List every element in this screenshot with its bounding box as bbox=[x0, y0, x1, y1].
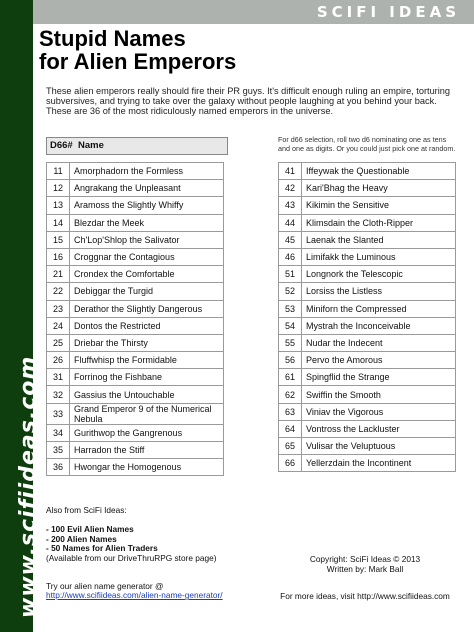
entry-name: Hwongar the Homogenous bbox=[70, 459, 224, 476]
entry-name: Debiggar the Turgid bbox=[70, 283, 224, 300]
table-row bbox=[279, 266, 456, 283]
entry-name: Spingflid the Strange bbox=[302, 369, 456, 386]
table-row bbox=[47, 266, 224, 283]
top-bar bbox=[33, 0, 474, 24]
entry-name: Fluffwhisp the Formidable bbox=[70, 352, 224, 369]
product-item: - 100 Evil Alien Names bbox=[46, 524, 134, 535]
entry-number: 61 bbox=[279, 369, 302, 386]
entry-number: 63 bbox=[279, 403, 302, 420]
generator-text: Try our alien name generator @ bbox=[46, 580, 164, 591]
entry-name: Miniforn the Compressed bbox=[302, 300, 456, 317]
header-name: Name bbox=[78, 140, 104, 151]
entry-name: Blezdar the Meek bbox=[70, 214, 224, 231]
entry-name: Driebar the Thirsty bbox=[70, 334, 224, 351]
table-row bbox=[47, 231, 224, 248]
side-url-text: www.scifiideas.com bbox=[16, 355, 41, 618]
table-row bbox=[279, 403, 456, 420]
entry-number: 44 bbox=[279, 214, 302, 231]
entry-name: Vulisar the Veluptuous bbox=[302, 438, 456, 455]
entry-number: 56 bbox=[279, 352, 302, 369]
store-note: (Available from our DriveThruRPG store page) bbox=[46, 552, 217, 563]
entry-number: 25 bbox=[47, 334, 70, 351]
table-row bbox=[47, 386, 224, 403]
table-row bbox=[279, 300, 456, 317]
entry-number: 66 bbox=[279, 455, 302, 472]
table-row bbox=[279, 163, 456, 180]
entry-number: 52 bbox=[279, 283, 302, 300]
entry-number: 14 bbox=[47, 214, 70, 231]
table-row bbox=[47, 180, 224, 197]
table-header bbox=[46, 137, 228, 155]
more-ideas-text: For more ideas, visit http://www.scifiideas.com bbox=[280, 591, 450, 602]
table-row bbox=[279, 317, 456, 334]
entry-number: 34 bbox=[47, 424, 70, 441]
entry-number: 12 bbox=[47, 180, 70, 197]
table-row bbox=[279, 420, 456, 437]
entry-name: Harradon the Stiff bbox=[70, 441, 224, 458]
generator-link[interactable]: http://www.scifiideas.com/alien-name-generator/ bbox=[46, 590, 223, 601]
entry-number: 16 bbox=[47, 248, 70, 265]
entry-name: Grand Emperor 9 of the Numerical Nebula bbox=[70, 403, 224, 424]
entry-name: Iffeywak the Questionable bbox=[302, 163, 456, 180]
entry-number: 13 bbox=[47, 197, 70, 214]
table-row bbox=[47, 459, 224, 476]
table-row bbox=[279, 455, 456, 472]
table-row bbox=[47, 197, 224, 214]
entry-number: 11 bbox=[47, 163, 70, 180]
author-text: Written by: Mark Ball bbox=[326, 563, 404, 574]
entry-number: 54 bbox=[279, 317, 302, 334]
table-row bbox=[279, 197, 456, 214]
product-item: - 50 Names for Alien Traders bbox=[46, 543, 158, 554]
entry-number: 21 bbox=[47, 266, 70, 283]
product-item: - 200 Alien Names bbox=[46, 533, 117, 544]
entry-number: 65 bbox=[279, 438, 302, 455]
table-row bbox=[47, 214, 224, 231]
entry-name: Derathor the Slightly Dangerous bbox=[70, 300, 224, 317]
entry-number: 26 bbox=[47, 352, 70, 369]
entry-name: Kikimin the Sensitive bbox=[302, 197, 456, 214]
entry-number: 23 bbox=[47, 300, 70, 317]
entry-number: 45 bbox=[279, 231, 302, 248]
entry-number: 51 bbox=[279, 266, 302, 283]
table-row bbox=[47, 403, 224, 424]
entry-name: Ch'Lop'Shlop the Salivator bbox=[70, 231, 224, 248]
entry-number: 31 bbox=[47, 369, 70, 386]
table-row bbox=[47, 163, 224, 180]
entry-number: 53 bbox=[279, 300, 302, 317]
entry-name: Aramoss the Slightly Whiffy bbox=[70, 197, 224, 214]
d66-note: For d66 selection, roll two d6 nominating one as tens and one as digits. Or you could just pick one at random. bbox=[278, 135, 456, 153]
table-row bbox=[47, 441, 224, 458]
table-row bbox=[47, 369, 224, 386]
entry-name: Klimsdain the Cloth-Ripper bbox=[302, 214, 456, 231]
table-row bbox=[47, 424, 224, 441]
table-row bbox=[47, 300, 224, 317]
table-row bbox=[279, 214, 456, 231]
entry-name: Yellerzdain the Incontinent bbox=[302, 455, 456, 472]
side-bar bbox=[0, 0, 41, 632]
footer-right bbox=[280, 555, 450, 602]
entry-number: 24 bbox=[47, 317, 70, 334]
table-row bbox=[279, 438, 456, 455]
entry-number: 32 bbox=[47, 386, 70, 403]
entry-number: 64 bbox=[279, 420, 302, 437]
entry-number: 62 bbox=[279, 386, 302, 403]
entry-number: 22 bbox=[47, 283, 70, 300]
entry-name: Laenak the Slanted bbox=[302, 231, 456, 248]
table-row bbox=[279, 283, 456, 300]
copyright-text: Copyright: SciFi Ideas © 2013 bbox=[309, 554, 421, 564]
table-row bbox=[279, 248, 456, 265]
entry-number: 41 bbox=[279, 163, 302, 180]
table-row bbox=[279, 352, 456, 369]
entry-name: Lorsiss the Listless bbox=[302, 283, 456, 300]
entry-name: Gurithwop the Gangrenous bbox=[70, 424, 224, 441]
table-row bbox=[279, 369, 456, 386]
title-line-2: for Alien Emperors bbox=[39, 49, 237, 74]
table-row bbox=[47, 352, 224, 369]
entry-number: 15 bbox=[47, 231, 70, 248]
entry-number: 43 bbox=[279, 197, 302, 214]
entry-number: 35 bbox=[47, 441, 70, 458]
names-table-left bbox=[46, 162, 224, 476]
entry-name: Crondex the Comfortable bbox=[70, 266, 224, 283]
table-row bbox=[279, 180, 456, 197]
header-num: D66# bbox=[50, 140, 73, 151]
entry-name: Amorphadorn the Formless bbox=[70, 163, 224, 180]
entry-name: Vontross the Lackluster bbox=[302, 420, 456, 437]
names-table-right bbox=[278, 162, 456, 472]
entry-number: 36 bbox=[47, 459, 70, 476]
table-row bbox=[47, 334, 224, 351]
entry-name: Mystrah the Inconceivable bbox=[302, 317, 456, 334]
entry-number: 42 bbox=[279, 180, 302, 197]
footer-left bbox=[46, 506, 223, 601]
table-row bbox=[47, 317, 224, 334]
entry-name: Nudar the Indecent bbox=[302, 334, 456, 351]
table-row bbox=[279, 334, 456, 351]
also-from-label: Also from SciFi Ideas: bbox=[46, 505, 127, 515]
entry-name: Kari'Bhag the Heavy bbox=[302, 180, 456, 197]
entry-name: Forrinog the Fishbane bbox=[70, 369, 224, 386]
entry-name: Viniav the Vigorous bbox=[302, 403, 456, 420]
entry-number: 55 bbox=[279, 334, 302, 351]
intro-paragraph: These alien emperors really should fire their PR guys. It's difficult enough ruling an empire, torturing subversives, and trying to take over the galaxy without people laughing at you behind your back. These are 36 of the most ridiculously named emperors in the universe. bbox=[46, 86, 450, 116]
brand-logo: SCIFI IDEAS bbox=[316, 3, 460, 21]
table-row bbox=[47, 283, 224, 300]
table-row bbox=[279, 386, 456, 403]
entry-number: 46 bbox=[279, 248, 302, 265]
entry-name: Pervo the Amorous bbox=[302, 352, 456, 369]
entry-number: 33 bbox=[47, 403, 70, 424]
entry-name: Croggnar the Contagious bbox=[70, 248, 224, 265]
title-line-1: Stupid Names bbox=[39, 26, 186, 51]
entry-name: Swiffin the Smooth bbox=[302, 386, 456, 403]
entry-name: Dontos the Restricted bbox=[70, 317, 224, 334]
entry-name: Gassius the Untouchable bbox=[70, 386, 224, 403]
table-row bbox=[279, 231, 456, 248]
entry-name: Limifakk the Luminous bbox=[302, 248, 456, 265]
entry-name: Longnork the Telescopic bbox=[302, 266, 456, 283]
table-row bbox=[47, 248, 224, 265]
entry-name: Angrakang the Unpleasant bbox=[70, 180, 224, 197]
